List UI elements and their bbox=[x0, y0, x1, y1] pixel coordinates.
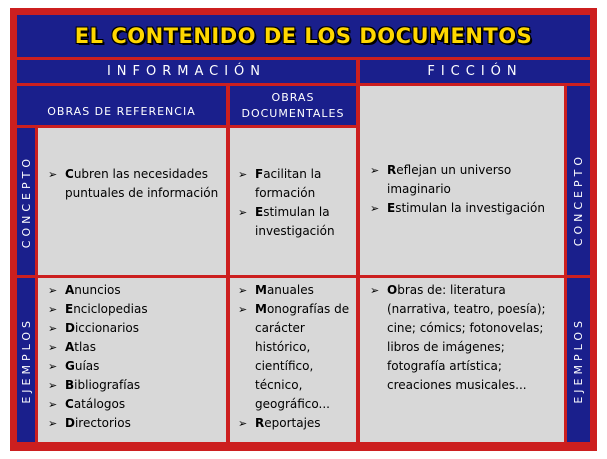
item-text: ibliografías bbox=[74, 378, 141, 392]
item-initial: E bbox=[387, 201, 396, 215]
item-text: ubren las necesidades puntuales de información bbox=[65, 167, 219, 200]
list-item bbox=[232, 165, 353, 203]
list-item bbox=[42, 338, 222, 357]
concepto-ficcion-cell bbox=[360, 86, 564, 275]
header-obras-referencia bbox=[17, 86, 226, 125]
item-text: nuncios bbox=[74, 283, 121, 297]
item-initial: D bbox=[65, 416, 75, 430]
item-text: iccionarios bbox=[74, 321, 139, 335]
arrow-bullet-icon: ➢ bbox=[238, 168, 248, 181]
concepto-referencia-cell bbox=[38, 128, 226, 275]
row-label-concepto-left bbox=[17, 128, 35, 275]
ejemplos-referencia-list bbox=[42, 281, 222, 433]
header-ficcion: FICCIÓN bbox=[360, 60, 590, 83]
ejemplos-documentales-cell bbox=[230, 278, 356, 442]
list-item bbox=[42, 395, 222, 414]
list-item bbox=[42, 319, 222, 338]
item-initial: G bbox=[65, 359, 75, 373]
item-initial: E bbox=[65, 302, 74, 316]
item-text: nciclopedias bbox=[73, 302, 148, 316]
item-text: irectorios bbox=[74, 416, 131, 430]
item-text: acilitan la formación bbox=[255, 167, 322, 200]
right-strip-top bbox=[567, 86, 590, 125]
concepto-documentales-cell bbox=[230, 128, 356, 275]
item-initial: A bbox=[65, 340, 75, 354]
ejemplos-label-right: EJEMPLOS bbox=[572, 316, 585, 404]
arrow-bullet-icon: ➢ bbox=[48, 360, 58, 373]
ejemplos-referencia-cell bbox=[38, 278, 226, 442]
concepto-referencia-list bbox=[42, 165, 222, 203]
arrow-bullet-icon: ➢ bbox=[238, 284, 248, 297]
ejemplos-ficcion-cell bbox=[360, 278, 564, 442]
list-item bbox=[232, 281, 353, 300]
ejemplos-ficcion-list bbox=[364, 281, 560, 395]
item-initial: M bbox=[255, 302, 267, 316]
arrow-bullet-icon: ➢ bbox=[370, 164, 380, 177]
list-item bbox=[42, 281, 222, 300]
list-item bbox=[232, 414, 353, 433]
obras-documentales-label-line1: OBRAS bbox=[271, 91, 315, 104]
item-initial: D bbox=[65, 321, 75, 335]
item-text: anuales bbox=[266, 283, 314, 297]
item-text: stimulan la investigación bbox=[395, 201, 545, 215]
arrow-bullet-icon: ➢ bbox=[238, 303, 248, 316]
arrow-bullet-icon: ➢ bbox=[370, 284, 380, 297]
list-item bbox=[364, 161, 560, 199]
obras-documentales-label-line2: DOCUMENTALES bbox=[241, 107, 345, 120]
item-text: eflejan un universo imaginario bbox=[387, 163, 512, 196]
arrow-bullet-icon: ➢ bbox=[238, 206, 248, 219]
list-item bbox=[42, 376, 222, 395]
list-item bbox=[364, 199, 560, 218]
item-text: stimulan la investigación bbox=[255, 205, 335, 238]
arrow-bullet-icon: ➢ bbox=[48, 168, 58, 181]
ejemplos-label-left: EJEMPLOS bbox=[19, 316, 33, 404]
arrow-bullet-icon: ➢ bbox=[48, 284, 58, 297]
item-initial: B bbox=[65, 378, 75, 392]
header-obras-documentales bbox=[230, 86, 356, 125]
item-initial: C bbox=[65, 397, 74, 411]
arrow-bullet-icon: ➢ bbox=[238, 417, 248, 430]
list-item bbox=[232, 203, 353, 241]
concepto-documentales-list bbox=[232, 165, 353, 241]
item-text: bras de: literatura (narrativa, teatro, poesía); cine; cómics; fotonovelas; libros de imágenes; fotografía artística; creaciones musicales... bbox=[387, 283, 546, 392]
item-initial: O bbox=[387, 283, 398, 297]
item-initial: R bbox=[255, 416, 265, 430]
item-text: uías bbox=[74, 359, 100, 373]
arrow-bullet-icon: ➢ bbox=[48, 398, 58, 411]
ejemplos-documentales-list bbox=[232, 281, 353, 433]
header-informacion: INFORMACIÓN bbox=[17, 60, 356, 83]
item-text: eportajes bbox=[264, 416, 321, 430]
arrow-bullet-icon: ➢ bbox=[370, 202, 380, 215]
obras-referencia-label: OBRAS DE REFERENCIA bbox=[47, 105, 196, 118]
row-label-ejemplos-left bbox=[17, 278, 35, 442]
concepto-ficcion-list bbox=[364, 161, 560, 218]
item-text: atálogos bbox=[73, 397, 126, 411]
item-initial: R bbox=[387, 163, 397, 177]
arrow-bullet-icon: ➢ bbox=[48, 303, 58, 316]
list-item bbox=[364, 281, 560, 395]
item-initial: A bbox=[65, 283, 75, 297]
item-initial: F bbox=[255, 167, 264, 181]
list-item bbox=[232, 300, 353, 414]
item-text: tlas bbox=[74, 340, 96, 354]
arrow-bullet-icon: ➢ bbox=[48, 341, 58, 354]
list-item bbox=[42, 357, 222, 376]
item-text: onografías de carácter histórico, científico, técnico, geográfico... bbox=[255, 302, 350, 411]
row-label-concepto-right bbox=[567, 125, 590, 275]
arrow-bullet-icon: ➢ bbox=[48, 379, 58, 392]
list-item bbox=[42, 165, 222, 203]
row-label-ejemplos-right bbox=[567, 278, 590, 442]
item-initial: C bbox=[65, 167, 74, 181]
item-initial: E bbox=[255, 205, 264, 219]
item-initial: M bbox=[255, 283, 267, 297]
concepto-label-left: CONCEPTO bbox=[19, 154, 33, 249]
list-item bbox=[42, 414, 222, 433]
concepto-label-right: CONCEPTO bbox=[572, 153, 585, 247]
list-item bbox=[42, 300, 222, 319]
arrow-bullet-icon: ➢ bbox=[48, 417, 58, 430]
arrow-bullet-icon: ➢ bbox=[48, 322, 58, 335]
main-title: EL CONTENIDO DE LOS DOCUMENTOS bbox=[17, 15, 590, 57]
